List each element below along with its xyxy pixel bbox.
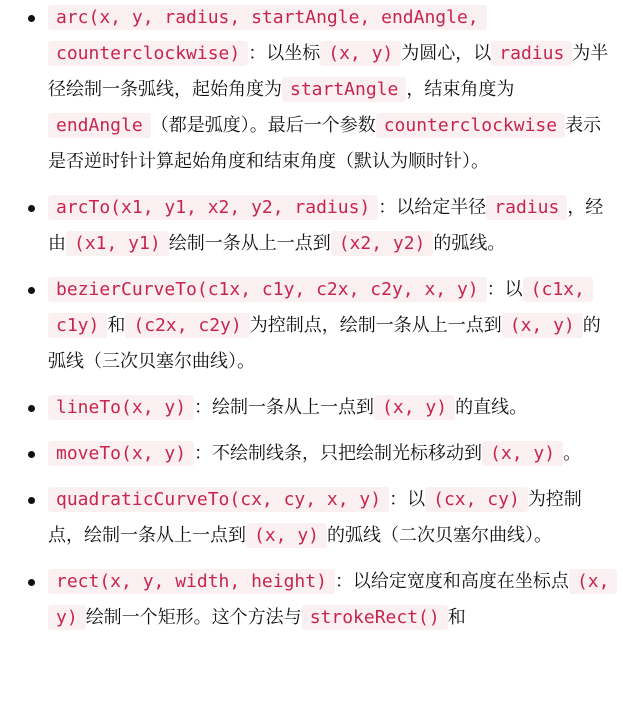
- item-text-segment: ：以: [389, 489, 426, 510]
- bullet-icon: [28, 451, 35, 458]
- item-text-segment: ：以: [486, 279, 523, 300]
- inline-code: (x, y): [320, 41, 401, 66]
- list-item: [0, 436, 623, 472]
- inline-code: arcTo(x1, y1, x2, y2, radius): [48, 195, 378, 220]
- item-text: [48, 395, 527, 420]
- item-text-segment: ：绘制一条从上一点到: [194, 397, 375, 418]
- inline-code: endAngle: [48, 113, 151, 138]
- inline-code: quadraticCurveTo(cx, cy, x, y): [48, 487, 389, 512]
- inline-code: moveTo(x, y): [48, 441, 194, 466]
- inline-code: (cx, cy): [425, 487, 528, 512]
- list-item: [0, 0, 623, 180]
- item-text-segment: 为控制点，绘制一条从上一点到: [249, 315, 502, 336]
- item-text: [48, 569, 617, 630]
- item-text: [48, 277, 601, 372]
- inline-code: (x, y): [374, 395, 455, 420]
- inline-code: startAngle: [282, 77, 406, 102]
- item-text-segment: 绘制一个矩形。这个方法与: [85, 607, 302, 628]
- inline-code: radius: [486, 195, 567, 220]
- bullet-icon: [28, 15, 35, 22]
- inline-code: strokeRect(): [302, 605, 448, 630]
- bullet-icon: [28, 287, 35, 294]
- list-item: [0, 190, 623, 262]
- inline-code: (x, y): [48, 569, 617, 630]
- inline-code: (x1, y1): [66, 231, 169, 256]
- item-text-segment: ：不绘制线条，只把绘制光标移动到: [194, 443, 483, 464]
- item-text: [48, 487, 582, 548]
- inline-code: (c1x, c1y): [48, 277, 593, 338]
- inline-code: bezierCurveTo(c1x, c1y, c2x, c2y, x, y): [48, 277, 487, 302]
- inline-code: (c2x, c2y): [125, 313, 249, 338]
- bullet-icon: [28, 205, 35, 212]
- item-text: [48, 5, 608, 172]
- item-text-segment: 为半径绘制一条弧线，起始角度为: [48, 43, 609, 100]
- item-text-segment: 表示是否逆时针计算起始角度和结束角度（默认为顺时针）。: [48, 115, 602, 172]
- inline-code: counterclockwise: [376, 113, 565, 138]
- inline-code: (x, y): [502, 313, 583, 338]
- inline-code: (x, y): [482, 441, 563, 466]
- item-text-segment: （都是弧度）。最后一个参数: [150, 115, 376, 136]
- item-text-segment: 。: [563, 443, 582, 464]
- bullet-icon: [28, 405, 35, 412]
- inline-code: lineTo(x, y): [48, 395, 194, 420]
- inline-code: radius: [491, 41, 572, 66]
- item-text-segment: 的弧线。: [433, 233, 506, 254]
- item-text-segment: ：以给定半径: [378, 197, 487, 218]
- item-text: [48, 441, 581, 466]
- item-text-segment: 的弧线（三次贝塞尔曲线）。: [48, 315, 601, 372]
- item-text: [48, 195, 603, 256]
- item-text-segment: ，经由: [48, 197, 604, 254]
- list-item: [0, 272, 623, 380]
- item-text-segment: ：以给定宽度和高度在坐标点: [334, 571, 569, 592]
- item-text-segment: 和: [447, 607, 466, 628]
- item-text-segment: 为圆心，以: [401, 43, 492, 64]
- inline-code: rect(x, y, width, height): [48, 569, 335, 594]
- item-text-segment: ：以坐标: [248, 43, 321, 64]
- item-text-segment: 的弧线（二次贝塞尔曲线）。: [327, 525, 553, 546]
- item-text-segment: 的直线。: [455, 397, 528, 418]
- list-item: [0, 564, 623, 636]
- item-text-segment: 绘制一条从上一点到: [168, 233, 331, 254]
- item-text-segment: 和: [107, 315, 126, 336]
- item-text-segment: 为控制点，绘制一条从上一点到: [48, 489, 582, 546]
- inline-code: (x2, y2): [331, 231, 434, 256]
- item-text-segment: ，结束角度为: [406, 79, 515, 100]
- list-item: [0, 482, 623, 554]
- bullet-icon: [28, 497, 35, 504]
- bullet-icon: [28, 579, 35, 586]
- inline-code: (x, y): [246, 523, 327, 548]
- inline-code: arc(x, y, radius, startAngle, endAngle, counterclockwise): [48, 5, 487, 66]
- list-item: [0, 390, 623, 426]
